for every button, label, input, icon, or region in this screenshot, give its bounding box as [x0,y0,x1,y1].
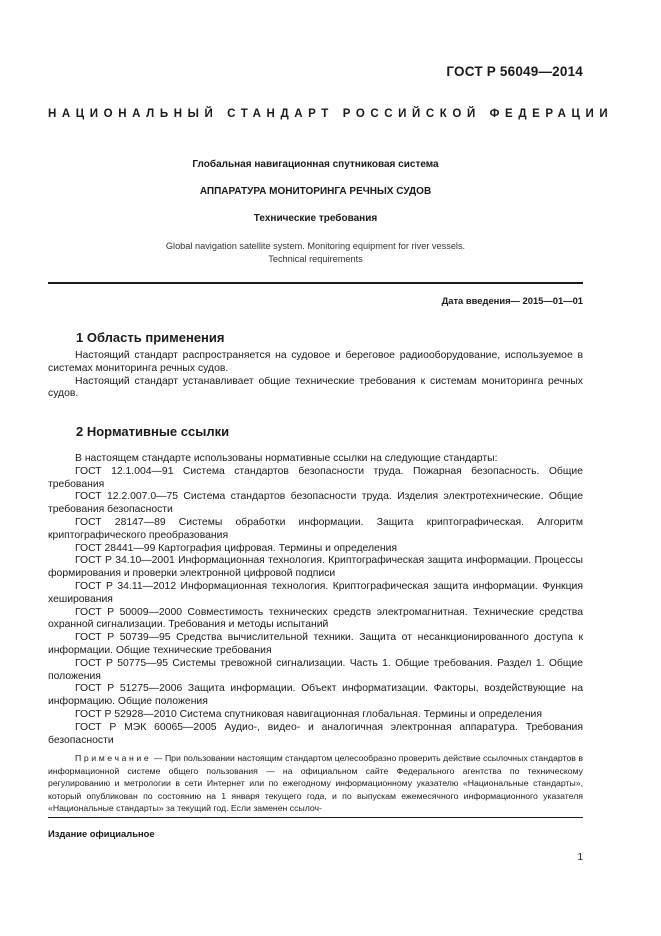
reference-item: ГОСТ 28147—89 Системы обработки информации. Защита криптографическая. Алгоритм криптографического преобразования [48,516,583,541]
page-number: 1 [577,852,583,863]
section-2-body [48,453,583,747]
paragraph: В настоящем стандарте использованы нормативные ссылки на следующие стандарты: [75,453,498,464]
reference-item: ГОСТ Р 51275—2006 Защита информации. Объект информатизации. Факторы, воздействующие на информацию. Общие положения [48,683,583,708]
reference-item: ГОСТ Р 34.10—2001 Информационная технология. Криптографическая защита информации. Процессы формирования и проверки электронной цифровой подписи [48,555,583,580]
paragraph: Настоящий стандарт распространяется на судовое и береговое радиооборудование, используемое в системах мониторинга речных судов. [48,350,583,374]
english-title-line-2: Technical requirements [268,254,363,264]
title-line-3: Технические требования [253,213,378,224]
reference-item: ГОСТ Р 50739—95 Средства вычислительной техники. Защита от несанкционированного доступа к информации. Общие технические требования [48,632,583,656]
note-label: Примечание [75,753,152,763]
paragraph: Настоящий стандарт устанавливает общие технические требования к системам мониторинга речных судов. [48,375,583,400]
english-title [48,240,583,266]
national-standard-banner: НАЦИОНАЛЬНЫЙ СТАНДАРТ РОССИЙСКОЙ ФЕДЕРАЦИИ [48,108,614,120]
title-divider [48,282,583,284]
note-text: — При пользовании настоящим стандартом целесообразно проверить действие ссылочных стандартов в информационной системе общего пользования — на официальном сайте Федерального агентства по техническому регулированию и метрологии в сети Интернет или по ежегодному информационному указателю «Национальные стандарты», который опубликован по состоянию на 1 января текущего года, и по выпускам ежемесячного информационного указателя «Национальные стандарты» за текущий год. Если заменен ссылоч- [48,753,583,814]
reference-item: ГОСТ Р 52928—2010 Система спутниковая навигационная глобальная. Термины и определения [75,708,542,720]
section-2-heading: 2 Нормативные ссылки [76,424,230,439]
section-1-body [48,350,583,401]
reference-item: ГОСТ Р 50775—95 Системы тревожной сигнализации. Часть 1. Общие требования. Раздел 1. Общие положения [48,657,583,682]
reference-item: ГОСТ 12.1.004—91 Система стандартов безопасности труда. Пожарная безопасность. Общие требования [48,465,583,490]
reference-item: ГОСТ 28441—99 Картография цифровая. Термины и определения [75,542,398,554]
section-1-heading: 1 Область применения [76,330,225,345]
reference-item: ГОСТ Р 50009—2000 Совместимость технических средств электромагнитная. Технические средства охранной сигнализации. Требования и методы испытаний [48,606,583,631]
title-line-1: Глобальная навигационная спутниковая система [192,159,439,170]
note-paragraph [48,752,583,815]
reference-item: ГОСТ Р МЭК 60065—2005 Аудио-, видео- и аналогичная электронная аппаратура. Требования безопасности [48,721,583,746]
reference-item: ГОСТ 12.2.007.0—75 Система стандартов безопасности труда. Изделия электротехнические. Общие требования безопасности [48,491,583,516]
english-title-line-1: Global navigation satellite system. Monitoring equipment for river vessels. [165,241,466,251]
effective-date: Дата введения— 2015—01—01 [441,295,583,306]
title-line-2: АППАРАТУРА МОНИТОРИНГА РЕЧНЫХ СУДОВ [199,186,432,197]
standard-code: ГОСТ Р 56049—2014 [446,64,583,79]
note-block [48,752,583,815]
reference-item: ГОСТ Р 34.11—2012 Информационная технология. Криптографическая защита информации. Функция хеширования [48,580,583,605]
edition-label: Издание официальное [48,828,155,839]
footer-divider [48,817,583,818]
